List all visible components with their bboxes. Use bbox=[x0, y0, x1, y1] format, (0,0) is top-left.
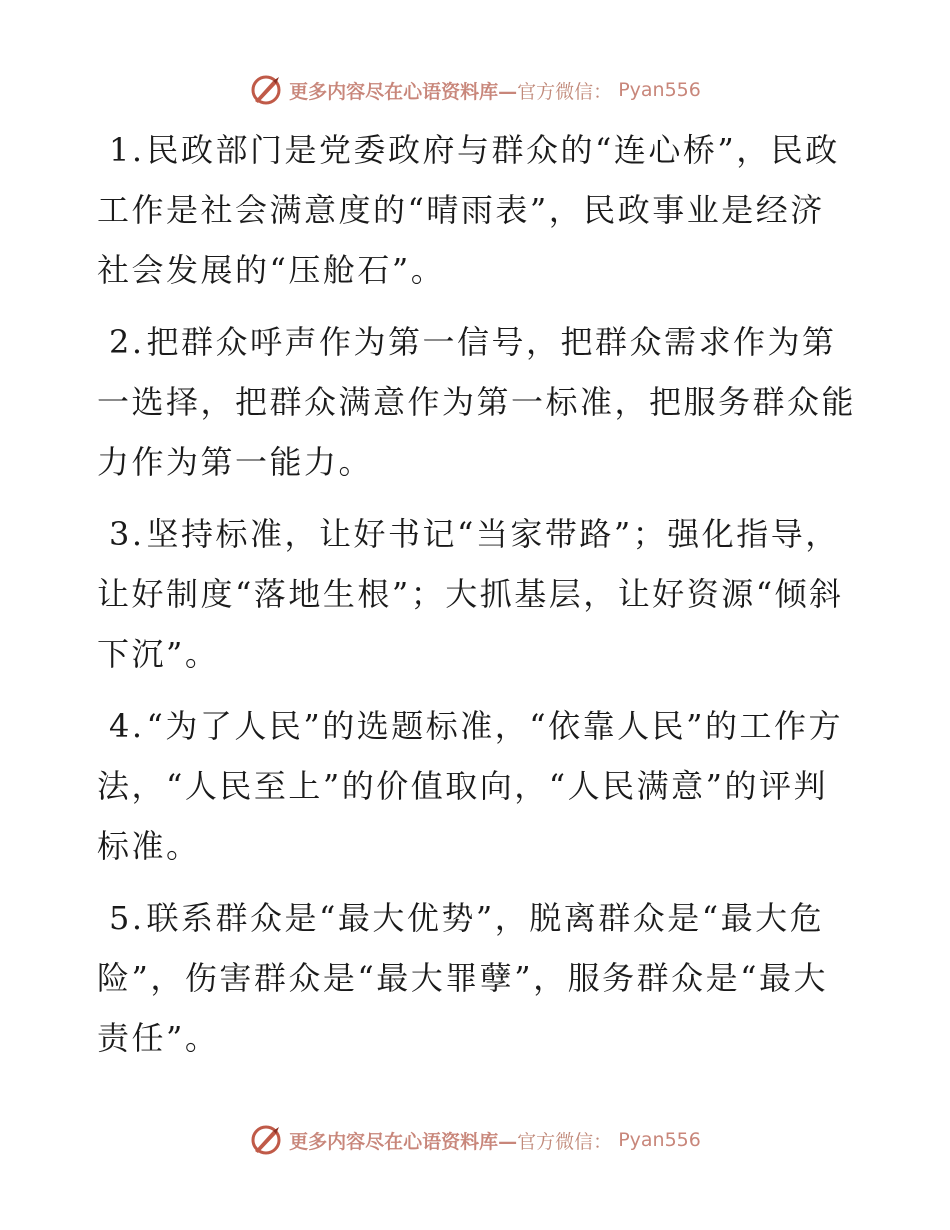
paragraph-number: 3. bbox=[109, 515, 145, 553]
paragraph-5 bbox=[97, 888, 857, 1068]
quill-pen-logo-icon bbox=[249, 73, 283, 107]
watermark-wechat-id: Pyan556 bbox=[618, 79, 701, 101]
paragraph-text: 联系群众是“最大优势”，脱离群众是“最大危险”，伤害群众是“最大罪孽”，服务群众是“最大责任”。 bbox=[97, 899, 828, 1057]
paragraph-number: 1. bbox=[109, 131, 145, 169]
paragraph-text: 坚持标准，让好书记“当家带路”；强化指导，让好制度“落地生根”；大抓基层，让好资源“倾斜下沉”。 bbox=[97, 515, 844, 673]
watermark-wechat-label: 官方微信： bbox=[517, 80, 613, 103]
paragraph-1 bbox=[97, 120, 857, 300]
footer-watermark bbox=[0, 1120, 950, 1160]
watermark-text bbox=[289, 77, 612, 104]
watermark-wechat-id: Pyan556 bbox=[618, 1129, 701, 1151]
paragraph-number: 4. bbox=[109, 707, 145, 745]
paragraph-text: 把群众呼声作为第一信号，把群众需求作为第一选择，把群众满意作为第一标准，把服务群众能力作为第一能力。 bbox=[97, 323, 857, 481]
paragraph-number: 5. bbox=[109, 899, 145, 937]
paragraph-4 bbox=[97, 696, 857, 876]
watermark-text bbox=[289, 1127, 612, 1154]
quill-pen-logo-icon bbox=[249, 1123, 283, 1157]
paragraph-text: “为了人民”的选题标准，“依靠人民”的工作方法，“人民至上”的价值取向，“人民满意”的评判标准。 bbox=[97, 707, 843, 865]
paragraph-number: 2. bbox=[109, 323, 145, 361]
document-body bbox=[97, 120, 857, 1080]
watermark-prefix: 更多内容尽在心语资料库— bbox=[289, 80, 518, 103]
watermark-wechat-label: 官方微信： bbox=[517, 1130, 613, 1153]
watermark-prefix: 更多内容尽在心语资料库— bbox=[289, 1130, 518, 1153]
paragraph-2 bbox=[97, 312, 857, 492]
header-watermark bbox=[0, 70, 950, 110]
paragraph-text: 民政部门是党委政府与群众的“连心桥”，民政工作是社会满意度的“晴雨表”，民政事业是经济社会发展的“压舱石”。 bbox=[97, 131, 840, 289]
paragraph-3 bbox=[97, 504, 857, 684]
